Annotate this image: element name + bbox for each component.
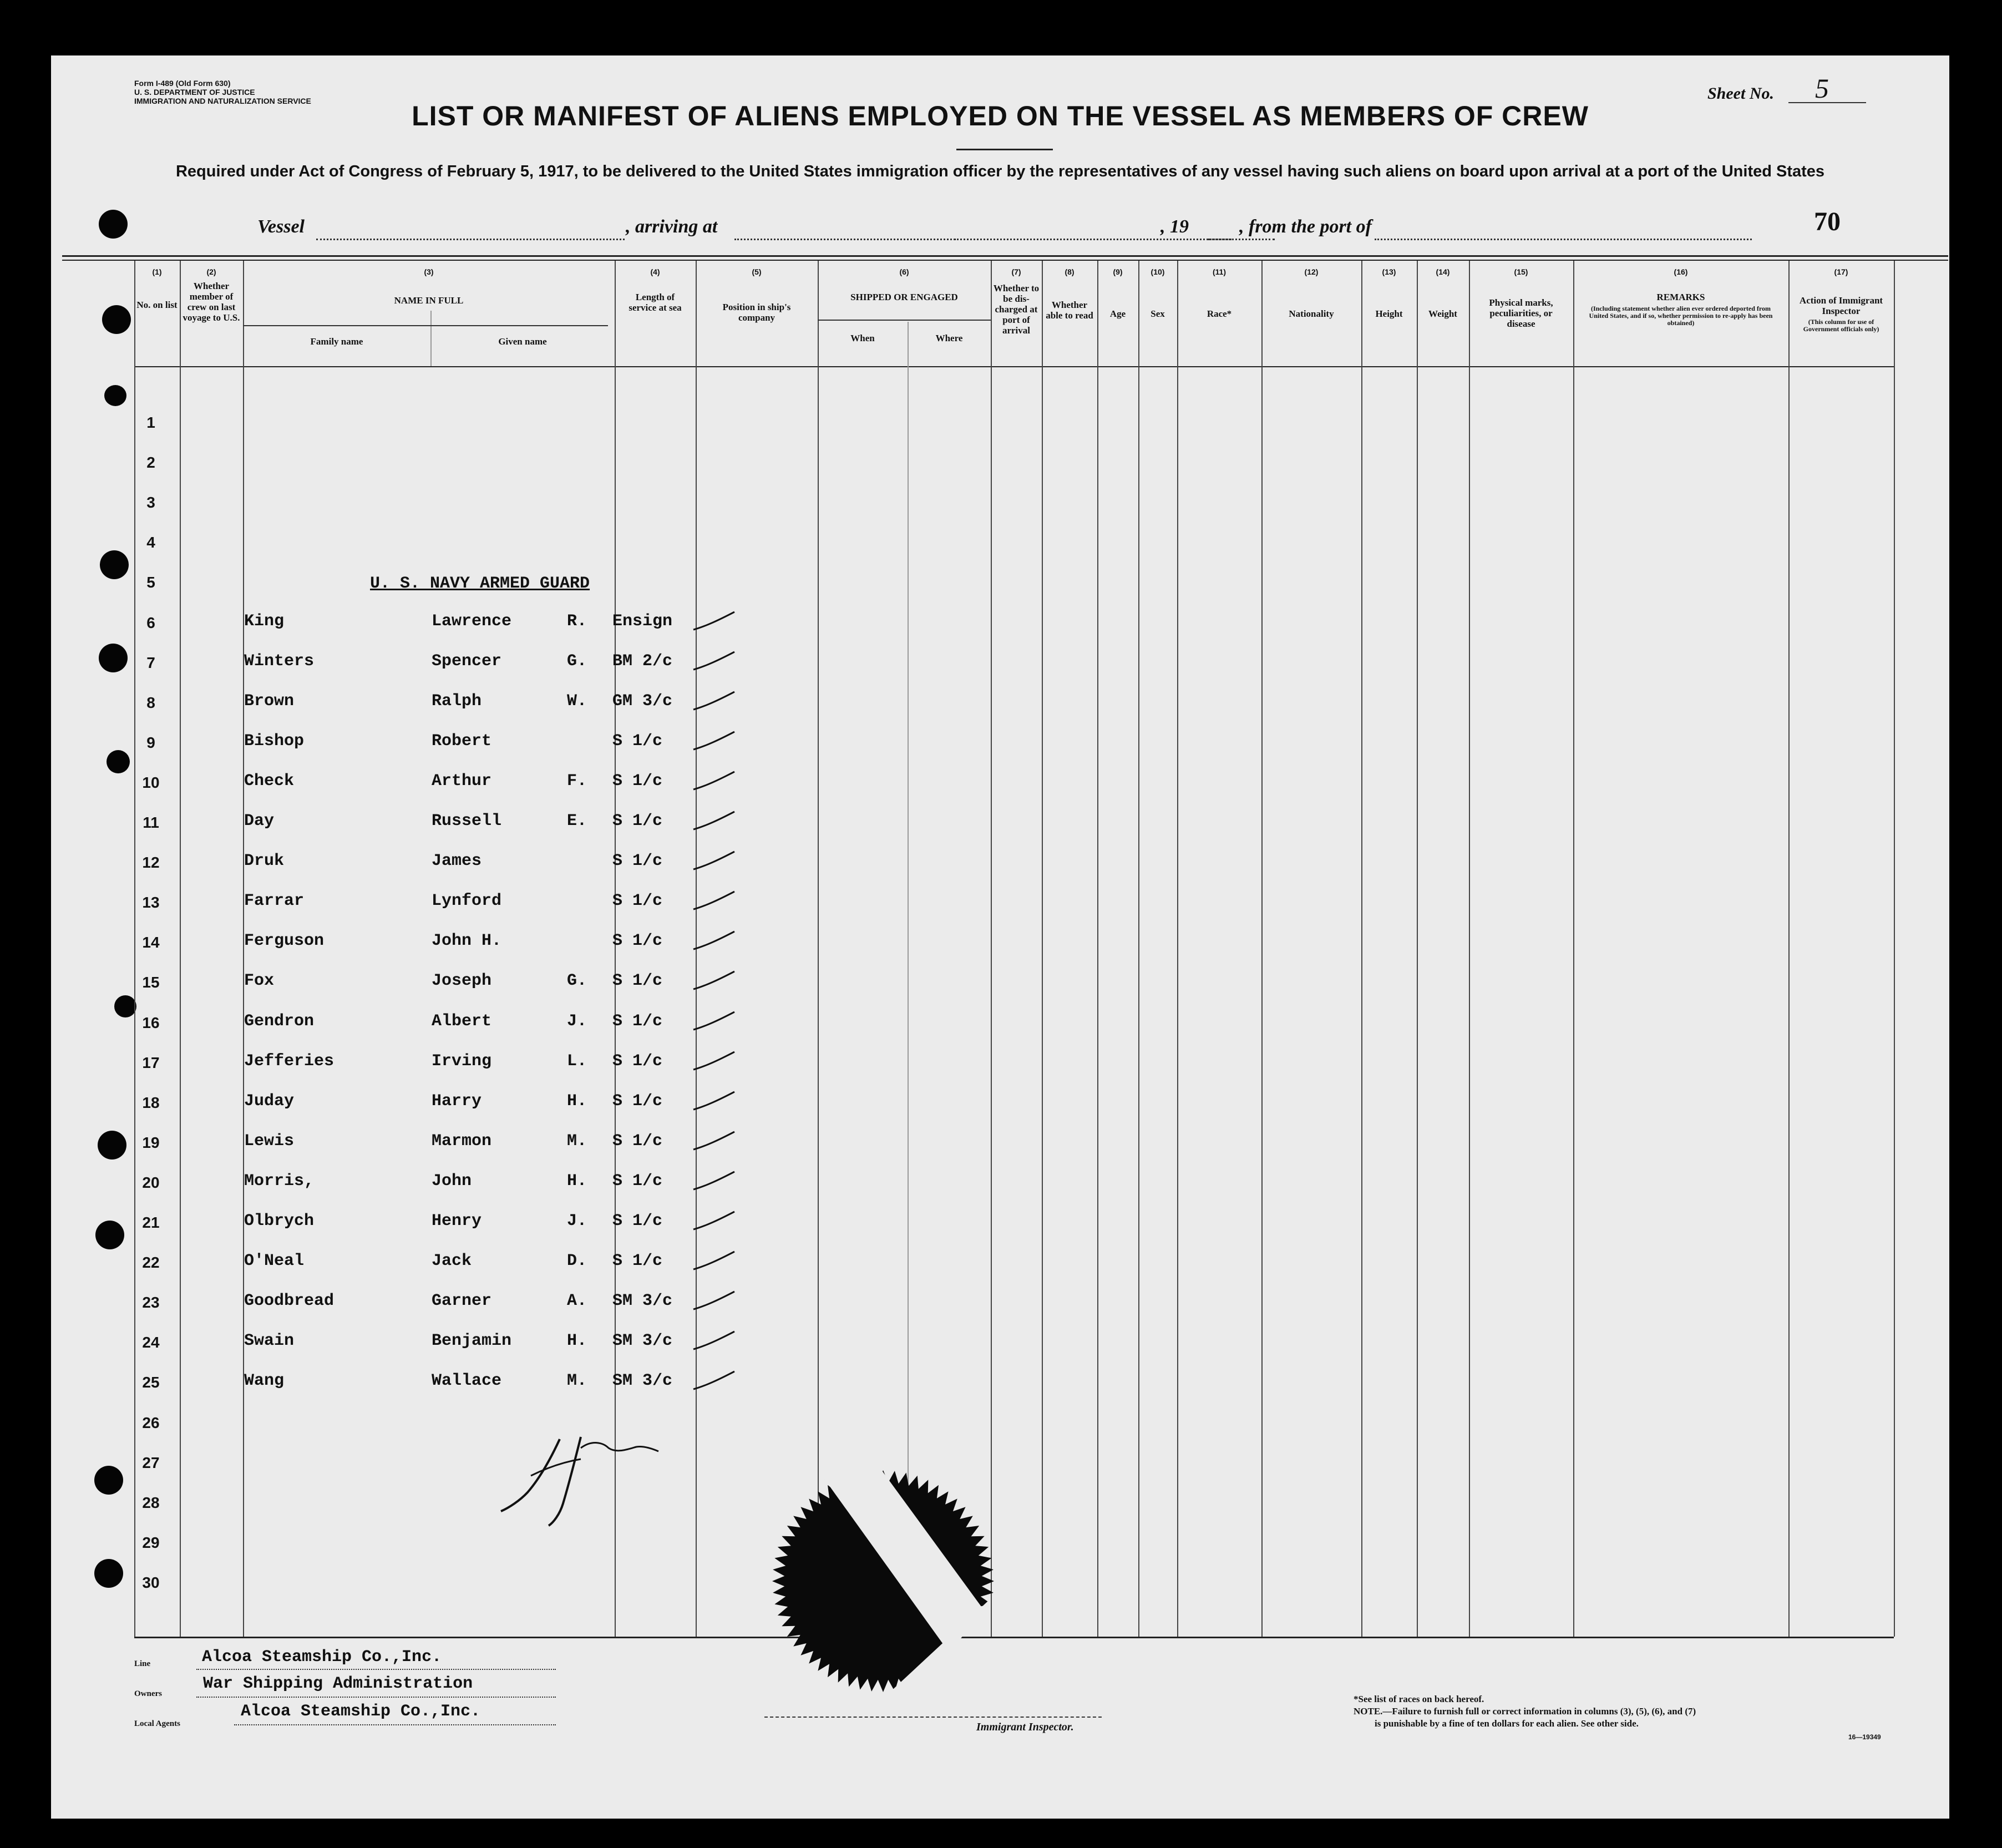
col-num-5: (5): [752, 267, 762, 276]
given-name: Robert: [432, 731, 492, 751]
rating: GM 3/c: [612, 691, 673, 711]
col-num-16: (16): [1674, 267, 1688, 276]
handwritten-number: 70: [1814, 207, 1841, 236]
agents-field: [234, 1724, 556, 1725]
given-name: Russell: [432, 812, 502, 831]
family-name: O'Neal: [244, 1252, 305, 1271]
col-num-3: (3): [424, 267, 434, 276]
family-name: Bishop: [244, 731, 305, 751]
arriving-label: , arriving at: [626, 216, 718, 237]
race-footnote: *See list of races on back hereof.: [1354, 1694, 1484, 1704]
department-name: U. S. DEPARTMENT OF JUSTICE: [134, 88, 255, 97]
shipped-divider: [818, 320, 991, 321]
col-header-able-to-read: Whether able to read: [1046, 300, 1093, 321]
family-name: Juday: [244, 1091, 295, 1111]
check-mark: [689, 607, 739, 635]
agents-value: Alcoa Steamship Co.,Inc.: [241, 1702, 481, 1721]
row-number: 13: [142, 894, 160, 912]
col-line: [134, 261, 135, 1637]
check-mark: [689, 1367, 739, 1395]
owners-field: [196, 1697, 556, 1698]
punch-hole: [114, 995, 136, 1017]
row-number: 26: [142, 1414, 160, 1431]
rating: S 1/c: [612, 1131, 663, 1151]
rating: SM 3/c: [612, 1331, 673, 1351]
col-num-9: (9): [1113, 267, 1123, 276]
middle-initial: H.: [567, 1171, 587, 1191]
family-name: Farrar: [244, 892, 305, 911]
col-header-length-of-service: Length of service at sea: [629, 292, 682, 313]
col-header-family-name: Family name: [310, 336, 363, 347]
rating: SM 3/c: [612, 1292, 673, 1311]
middle-initial: G.: [567, 651, 587, 671]
punch-hole: [94, 1559, 123, 1588]
punch-hole: [98, 1131, 126, 1160]
family-name: Lewis: [244, 1131, 295, 1151]
rating: S 1/c: [612, 1091, 663, 1111]
col-header-weight: Weight: [1428, 308, 1457, 319]
seal-stamp: [739, 1442, 1027, 1709]
family-name: Fox: [244, 971, 275, 991]
check-mark: [689, 647, 739, 675]
check-mark: [689, 967, 739, 995]
inspector-label: Immigrant Inspector.: [976, 1721, 1074, 1733]
check-mark: [689, 927, 739, 955]
handwritten-signature: [498, 1409, 664, 1537]
row-number: 1: [146, 414, 155, 431]
given-name: Albert: [432, 1011, 492, 1031]
col-line: [1261, 261, 1263, 1637]
given-name: Arthur: [432, 771, 492, 791]
col-line: [818, 261, 819, 1637]
col-line: [1138, 261, 1139, 1637]
name-divider: [243, 325, 608, 326]
col-header-shipped: SHIPPED OR ENGAGED: [850, 292, 958, 302]
page-subtitle: Required under Act of Congress of February 5, 1917, to be delivered to the United States immigration officer by the representatives of any vessel having such aliens on board upon arrival at a port of the United States: [175, 163, 1825, 180]
family-name: Gendron: [244, 1011, 315, 1031]
rating: S 1/c: [612, 1212, 663, 1231]
col-header-when: When: [850, 333, 875, 343]
middle-initial: G.: [567, 971, 587, 991]
col-line: [908, 322, 909, 1637]
table-top-rule-inner: [62, 260, 1948, 261]
check-mark: [689, 1127, 739, 1155]
check-mark: [689, 1207, 739, 1235]
col-num-10: (10): [1150, 267, 1165, 276]
given-name: John: [432, 1171, 472, 1191]
row-number: 19: [142, 1133, 160, 1151]
given-name: Joseph: [432, 971, 492, 991]
check-mark: [689, 767, 739, 795]
check-mark: [689, 1167, 739, 1195]
from-port-label: , from the port of: [1239, 216, 1372, 237]
col-num-11: (11): [1212, 267, 1226, 276]
middle-initial: H.: [567, 1091, 587, 1111]
owners-label: Owners: [134, 1689, 162, 1698]
col-header-race: Race*: [1207, 308, 1232, 319]
col-line: [1573, 261, 1574, 1637]
family-name: Check: [244, 771, 295, 791]
col-line: [1788, 261, 1790, 1637]
col-num-14: (14): [1436, 267, 1450, 276]
rating: S 1/c: [612, 1011, 663, 1031]
middle-initial: E.: [567, 812, 587, 831]
rating: S 1/c: [612, 931, 663, 951]
family-name: Morris,: [244, 1171, 315, 1191]
check-mark: [689, 1287, 739, 1315]
col-num-1: (1): [152, 267, 162, 276]
col-num-17: (17): [1834, 267, 1848, 276]
middle-initial: D.: [567, 1252, 587, 1271]
col-header-age: Age: [1109, 308, 1126, 319]
row-number: 18: [142, 1093, 160, 1111]
rating: S 1/c: [612, 812, 663, 831]
family-name: Olbrych: [244, 1212, 315, 1231]
agents-label: Local Agents: [134, 1719, 180, 1728]
row-number: 3: [146, 494, 155, 512]
rating: SM 3/c: [612, 1371, 673, 1391]
punch-hole: [100, 550, 129, 579]
title-underline: [956, 149, 1053, 150]
middle-initial: M.: [567, 1131, 587, 1151]
col-num-6: (6): [899, 267, 909, 276]
line-value: Alcoa Steamship Co.,Inc.: [202, 1648, 442, 1667]
row-number: 23: [142, 1294, 160, 1312]
row-number: 12: [142, 854, 160, 872]
rating: S 1/c: [612, 971, 663, 991]
family-name: Jefferies: [244, 1051, 334, 1071]
check-mark: [689, 847, 739, 875]
punch-hole: [104, 385, 126, 406]
middle-initial: M.: [567, 1371, 587, 1391]
arriving-field: [734, 239, 992, 240]
service-name: IMMIGRATION AND NATURALIZATION SERVICE: [134, 97, 311, 105]
col-header-action: Action of Immigrant Inspector: [1799, 295, 1883, 316]
check-mark: [689, 1247, 739, 1275]
row-number: 27: [142, 1454, 160, 1471]
check-mark: [689, 1007, 739, 1035]
middle-initial: J.: [567, 1011, 587, 1031]
given-name: Jack: [432, 1252, 472, 1271]
family-name: Day: [244, 812, 275, 831]
row-number: 9: [146, 733, 155, 751]
col-num-7: (7): [1011, 267, 1021, 276]
date-field: [954, 239, 1231, 240]
punch-hole: [107, 750, 130, 773]
col-header-nationality: Nationality: [1289, 308, 1334, 319]
inspector-signature-line: [764, 1717, 1102, 1718]
row-number: 25: [142, 1374, 160, 1391]
rating: S 1/c: [612, 771, 663, 791]
punch-hole: [95, 1221, 124, 1249]
row-number: 30: [142, 1573, 160, 1591]
family-name: Swain: [244, 1331, 295, 1351]
punch-hole: [94, 1466, 123, 1495]
col-header-remarks-note: (Including statement whether alien ever ordered deported from United States, and if so, whether permission to re-apply has been obtained): [1589, 305, 1773, 327]
rating: S 1/c: [612, 852, 663, 871]
row-number: 10: [142, 773, 160, 791]
table-top-rule: [62, 255, 1948, 257]
col-line: [1361, 261, 1362, 1637]
row-number: 21: [142, 1214, 160, 1231]
rating: S 1/c: [612, 731, 663, 751]
col-header-where: Where: [935, 333, 963, 343]
middle-initial: W.: [567, 691, 587, 711]
row-number: 8: [146, 693, 155, 711]
line-field: [196, 1669, 556, 1670]
middle-initial: R.: [567, 611, 587, 631]
row-number: 17: [142, 1054, 160, 1071]
vessel-label: Vessel: [257, 216, 305, 237]
col-header-action-note: (This column for use of Government officials only): [1803, 318, 1879, 333]
row-number: 16: [142, 1014, 160, 1031]
middle-initial: H.: [567, 1331, 587, 1351]
given-name: Irving: [432, 1051, 492, 1071]
given-name: Lynford: [432, 892, 502, 911]
row-number: 7: [146, 654, 155, 671]
family-name: Goodbread: [244, 1292, 334, 1311]
line-label: Line: [134, 1659, 151, 1668]
vessel-field: [316, 239, 625, 240]
rating: S 1/c: [612, 892, 663, 911]
sheet-number: 5: [1815, 73, 1829, 104]
header-bottom-rule: [134, 366, 1894, 367]
given-name: James: [432, 852, 482, 871]
punch-hole: [99, 644, 128, 672]
row-number: 4: [146, 534, 155, 551]
family-name: Wang: [244, 1371, 285, 1391]
middle-initial: F.: [567, 771, 587, 791]
col-num-8: (8): [1065, 267, 1075, 276]
rating: S 1/c: [612, 1171, 663, 1191]
col-line: [1894, 261, 1895, 1637]
middle-initial: L.: [567, 1051, 587, 1071]
check-mark: [689, 887, 739, 915]
col-line: [991, 261, 992, 1637]
punch-hole: [99, 210, 128, 239]
section-heading: U. S. NAVY ARMED GUARD: [370, 574, 590, 593]
given-name: Marmon: [432, 1131, 492, 1151]
given-name: Harry: [432, 1091, 482, 1111]
row-number: 2: [146, 454, 155, 472]
check-mark: [689, 727, 739, 755]
given-name: Henry: [432, 1212, 482, 1231]
col-num-15: (15): [1514, 267, 1528, 276]
col-line: [1177, 261, 1178, 1637]
row-number: 15: [142, 974, 160, 991]
col-line: [1097, 261, 1098, 1637]
form-code: 16—19349: [1848, 1733, 1881, 1741]
row-number: 14: [142, 934, 160, 951]
col-header-given-name: Given name: [498, 336, 547, 347]
sheet-label: Sheet No.: [1707, 84, 1774, 103]
manifest-sheet: [51, 55, 1949, 1819]
given-name: Lawrence: [432, 611, 512, 631]
owners-value: War Shipping Administration: [203, 1674, 473, 1693]
middle-initial: A.: [567, 1292, 587, 1311]
row-number: 6: [146, 614, 155, 631]
punch-hole: [102, 305, 131, 334]
check-mark: [689, 1047, 739, 1075]
row-number: 29: [142, 1533, 160, 1551]
penalty-note: NOTE.—Failure to furnish full or correct information in columns (3), (5), (6), and (7): [1354, 1706, 1696, 1717]
col-header-height: Height: [1375, 308, 1403, 319]
penalty-note-cont: is punishable by a fine of ten dollars for each alien. See other side.: [1375, 1718, 1639, 1729]
given-name: Wallace: [432, 1371, 502, 1391]
middle-initial: J.: [567, 1212, 587, 1231]
row-number: 22: [142, 1254, 160, 1272]
row-number: 28: [142, 1493, 160, 1511]
footnotes: [1354, 1693, 1696, 1730]
check-mark: [689, 1087, 739, 1115]
col-line: [1417, 261, 1418, 1637]
year-label: , 19: [1160, 216, 1189, 237]
rating: S 1/c: [612, 1051, 663, 1071]
rating: Ensign: [612, 611, 673, 631]
given-name: Benjamin: [432, 1331, 512, 1351]
given-name: Garner: [432, 1292, 492, 1311]
rating: BM 2/c: [612, 651, 673, 671]
from-port-field: [1375, 239, 1752, 240]
row-number: 20: [142, 1173, 160, 1191]
col-header-remarks: REMARKS: [1656, 292, 1705, 302]
col-header-last-voyage: Whether member of crew on last voyage to U.S.: [183, 281, 240, 323]
family-name: Winters: [244, 651, 315, 671]
check-mark: [689, 807, 739, 835]
check-mark: [689, 687, 739, 715]
col-line: [1469, 261, 1470, 1637]
col-header-sex: Sex: [1150, 308, 1165, 319]
row-number: 24: [142, 1334, 160, 1351]
col-num-2: (2): [206, 267, 216, 276]
year-field: [1208, 239, 1275, 240]
rating: S 1/c: [612, 1252, 663, 1271]
col-header-name: NAME IN FULL: [394, 295, 464, 306]
col-header-position: Position in ship's company: [722, 302, 791, 323]
given-name: Spencer: [432, 651, 502, 671]
check-mark: [689, 1327, 739, 1355]
row-number: 5: [146, 574, 155, 591]
family-name: Ferguson: [244, 931, 325, 951]
col-num-13: (13): [1382, 267, 1396, 276]
row-number: 11: [143, 814, 159, 831]
col-num-4: (4): [650, 267, 660, 276]
col-line: [1042, 261, 1043, 1637]
col-header-physical-marks: Physical marks, peculiarities, or disease: [1489, 297, 1553, 329]
family-name: Brown: [244, 691, 295, 711]
family-name: King: [244, 611, 285, 631]
family-name: Druk: [244, 852, 285, 871]
col-header-no-on-list: No. on list: [136, 300, 178, 310]
col-header-discharged: Whether to be dis- charged at port of arrival: [993, 283, 1040, 336]
page-title: LIST OR MANIFEST OF ALIENS EMPLOYED ON THE VESSEL AS MEMBERS OF CREW: [412, 100, 1589, 131]
given-name: Ralph: [432, 691, 482, 711]
col-line: [180, 261, 181, 1637]
given-name: John H.: [432, 931, 502, 951]
form-number: Form I-489 (Old Form 630): [134, 79, 231, 88]
col-num-12: (12): [1304, 267, 1319, 276]
